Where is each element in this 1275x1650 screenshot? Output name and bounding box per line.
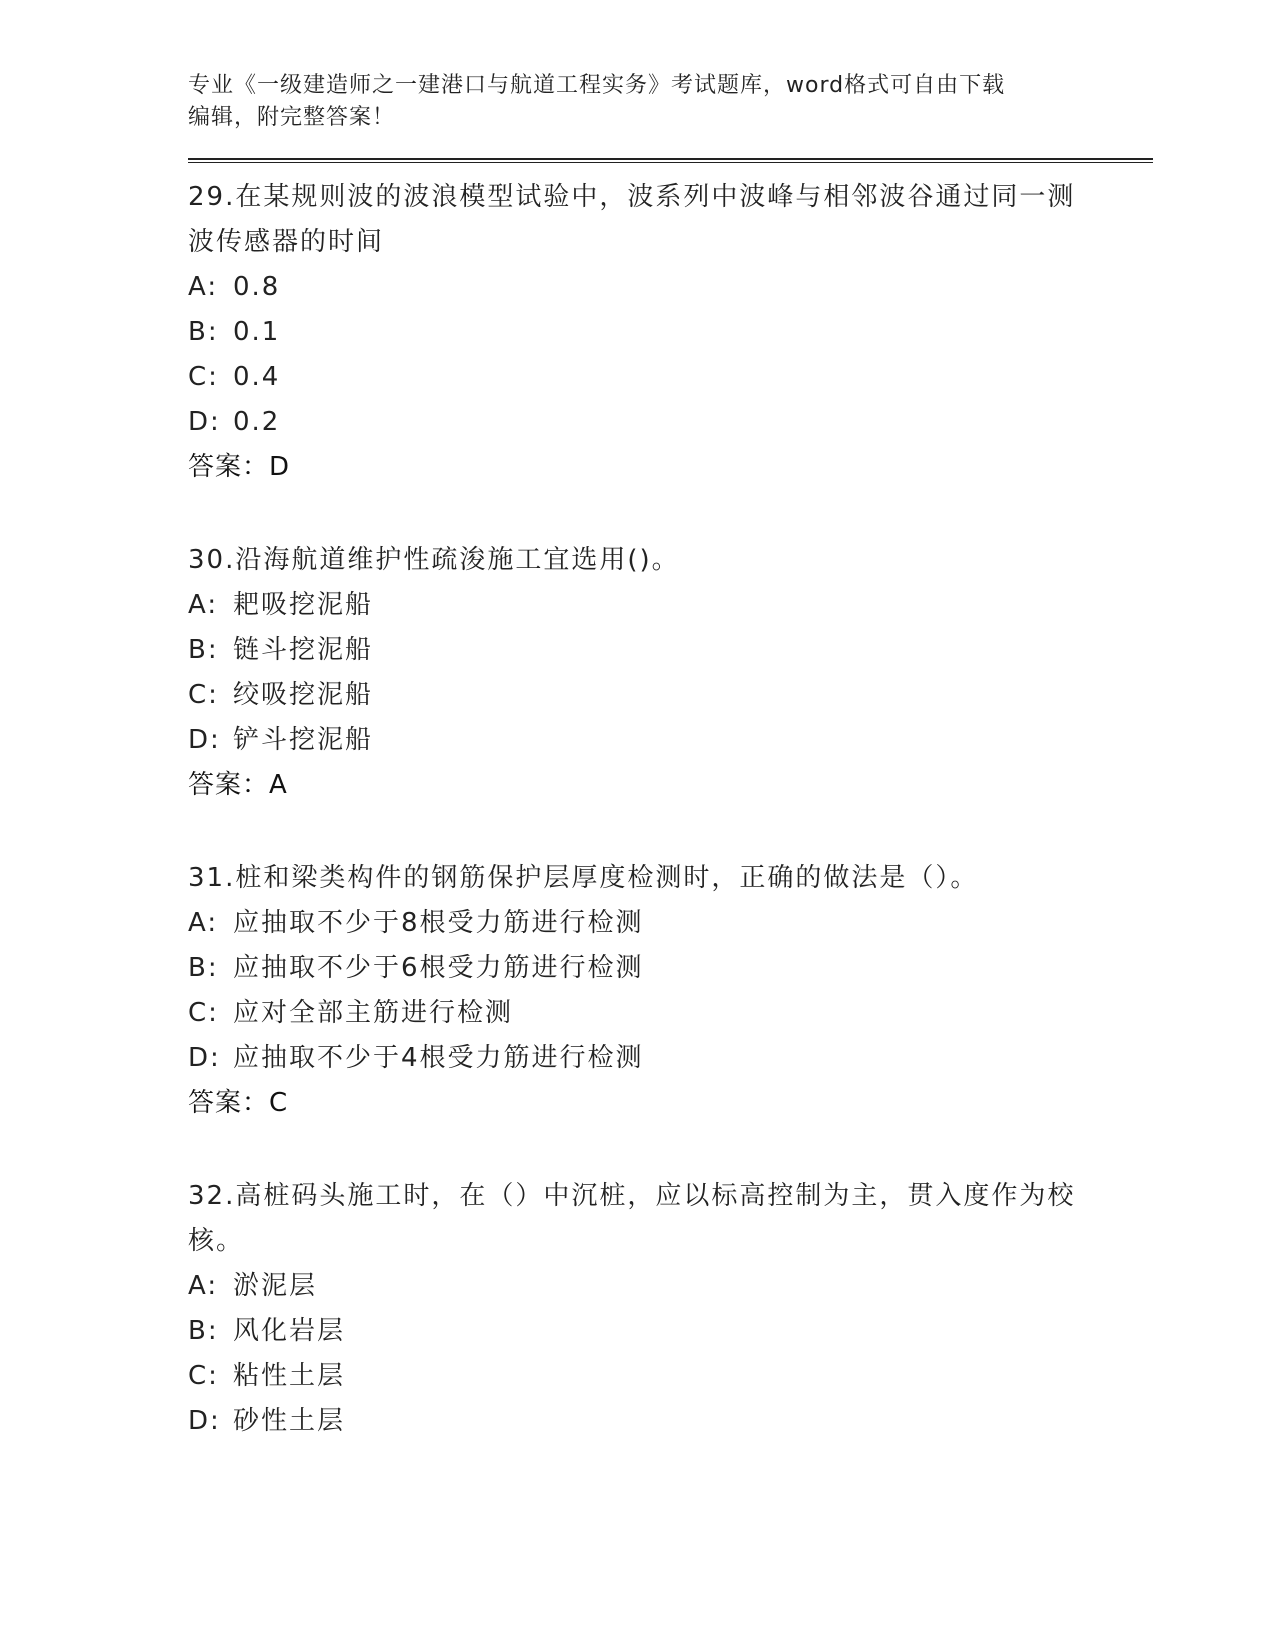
option-text: 应抽取不少于4根受力筋进行检测 (233, 1043, 644, 1073)
question-text: 30.沿海航道维护性疏浚施工宜选用()。 (188, 545, 680, 575)
option-label: A: (188, 272, 219, 302)
header-divider (188, 158, 1153, 163)
answer-text: 答案：A (188, 770, 288, 800)
option-b (188, 1309, 1153, 1354)
option-text: 0.8 (233, 272, 281, 302)
question-text: 31.桩和梁类构件的钢筋保护层厚度检测时，正确的做法是（）。 (188, 863, 979, 893)
option-d (188, 1036, 1153, 1081)
option-b (188, 946, 1153, 991)
question-31 (188, 856, 1153, 1126)
option-a (188, 265, 1153, 310)
option-d (188, 718, 1153, 763)
option-label: A: (188, 590, 219, 620)
option-label: D: (188, 725, 221, 755)
option-b (188, 310, 1153, 355)
question-32 (188, 1174, 1153, 1444)
question-list (188, 175, 1153, 1444)
option-d (188, 1399, 1153, 1444)
option-label: C: (188, 1361, 219, 1391)
question-30 (188, 538, 1153, 808)
option-text: 绞吸挖泥船 (233, 680, 374, 710)
option-a (188, 583, 1153, 628)
header-line-1: 专业《一级建造师之一建港口与航道工程实务》考试题库，word格式可自由下载 (188, 73, 1006, 98)
option-text: 0.4 (233, 362, 281, 392)
option-label: D: (188, 1406, 221, 1436)
header-line-2: 编辑，附完整答案！ (188, 105, 396, 130)
option-text: 耙吸挖泥船 (233, 590, 374, 620)
option-text: 0.1 (233, 317, 281, 347)
option-label: D: (188, 1043, 221, 1073)
option-text: 粘性土层 (233, 1361, 346, 1391)
option-b (188, 628, 1153, 673)
option-label: C: (188, 362, 219, 392)
option-text: 铲斗挖泥船 (233, 725, 374, 755)
option-label: A: (188, 1271, 219, 1301)
option-label: B: (188, 317, 219, 347)
option-label: D: (188, 407, 221, 437)
option-text: 风化岩层 (233, 1316, 346, 1346)
option-c (188, 1354, 1153, 1399)
option-c (188, 355, 1153, 400)
option-text: 应抽取不少于6根受力筋进行检测 (233, 953, 644, 983)
question-text: 29.在某规则波的波浪模型试验中，波系列中波峰与相邻波谷通过同一测波传感器的时间 (188, 182, 1076, 257)
option-text: 砂性土层 (233, 1406, 346, 1436)
option-c (188, 991, 1153, 1036)
option-c (188, 673, 1153, 718)
answer-text: 答案：C (188, 1088, 289, 1118)
option-text: 链斗挖泥船 (233, 635, 374, 665)
option-text: 淤泥层 (233, 1271, 318, 1301)
option-label: C: (188, 680, 219, 710)
option-label: A: (188, 908, 219, 938)
document-header (188, 70, 1153, 134)
option-d (188, 400, 1153, 445)
answer-text: 答案：D (188, 452, 291, 482)
document-page (188, 70, 1153, 1444)
question-29 (188, 175, 1153, 490)
option-label: B: (188, 1316, 219, 1346)
option-label: B: (188, 635, 219, 665)
option-text: 应对全部主筋进行检测 (233, 998, 514, 1028)
option-a (188, 1264, 1153, 1309)
option-label: C: (188, 998, 219, 1028)
option-text: 0.2 (233, 407, 281, 437)
question-text: 32.高桩码头施工时，在（）中沉桩，应以标高控制为主，贯入度作为校核。 (188, 1181, 1076, 1256)
option-a (188, 901, 1153, 946)
option-text: 应抽取不少于8根受力筋进行检测 (233, 908, 644, 938)
option-label: B: (188, 953, 219, 983)
